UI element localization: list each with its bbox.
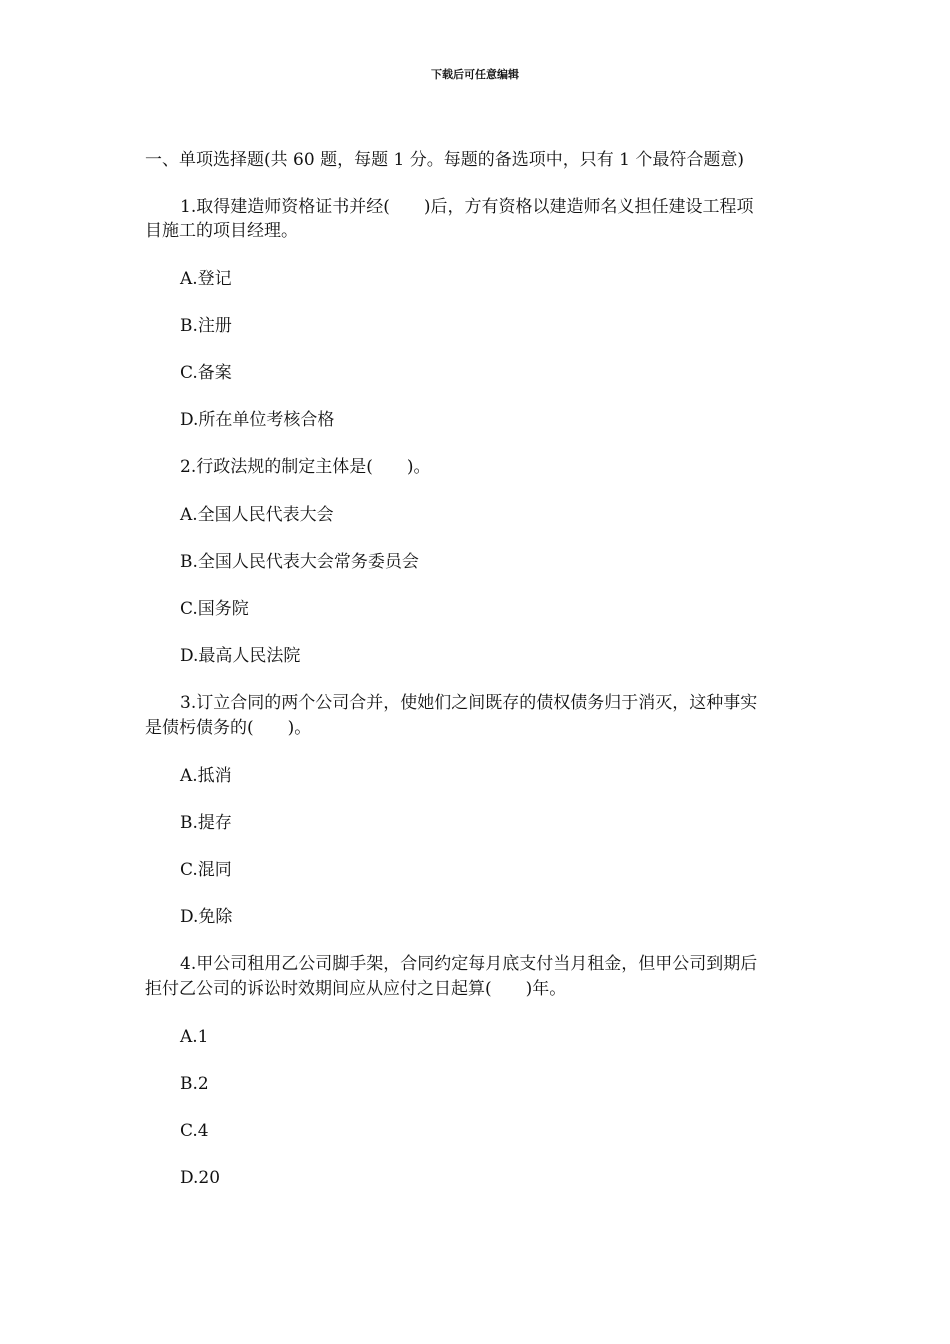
question-2-stem-line1: 2.行政法规的制定主体是( )。: [180, 457, 431, 477]
question-1-stem-line1: 1.取得建造师资格证书并经( )后，方有资格以建造师名义担任建设工程项: [180, 197, 754, 217]
question-2-option-c: C.国务院: [180, 599, 249, 619]
question-4-option-c: C.4: [180, 1121, 209, 1141]
question-4-stem-line2: 拒付乙公司的诉讼时效期间应从应付之日起算( )年。: [145, 979, 567, 999]
question-1-option-b: B.注册: [180, 316, 232, 336]
question-2-option-a: A.全国人民代表大会: [180, 505, 334, 525]
question-4-option-a: A.1: [180, 1027, 209, 1047]
question-4-option-b: B.2: [180, 1074, 209, 1094]
header-note: 下载后可任意编辑: [431, 68, 519, 81]
question-3-option-d: D.免除: [180, 907, 233, 927]
question-1-stem-line2: 目施工的项目经理。: [145, 221, 298, 241]
question-3-stem-line2: 是债杇债务的( )。: [145, 718, 312, 738]
question-3-option-a: A.抵消: [180, 766, 232, 786]
question-4-option-d: D.20: [180, 1168, 221, 1188]
question-2-option-b: B.全国人民代表大会常务委员会: [180, 552, 419, 572]
question-2-option-d: D.最高人民法院: [180, 646, 301, 666]
question-1-option-a: A.登记: [180, 269, 232, 289]
question-3-option-c: C.混同: [180, 860, 232, 880]
section-heading: 一、单项选择题(共 60 题，每题 1 分。每题的备选项中，只有 1 个最符合题意): [145, 150, 744, 170]
question-4-stem-line1: 4.甲公司租用乙公司脚手架，合同约定每月底支付当月租金，但甲公司到期后: [180, 954, 758, 974]
question-3-option-b: B.提存: [180, 813, 232, 833]
question-3-stem-line1: 3.订立合同的两个公司合并，使她们之间既存的债权债务归于消灭，这种事实: [180, 693, 758, 713]
question-1-option-d: D.所在单位考核合格: [180, 410, 335, 430]
question-1-option-c: C.备案: [180, 363, 232, 383]
